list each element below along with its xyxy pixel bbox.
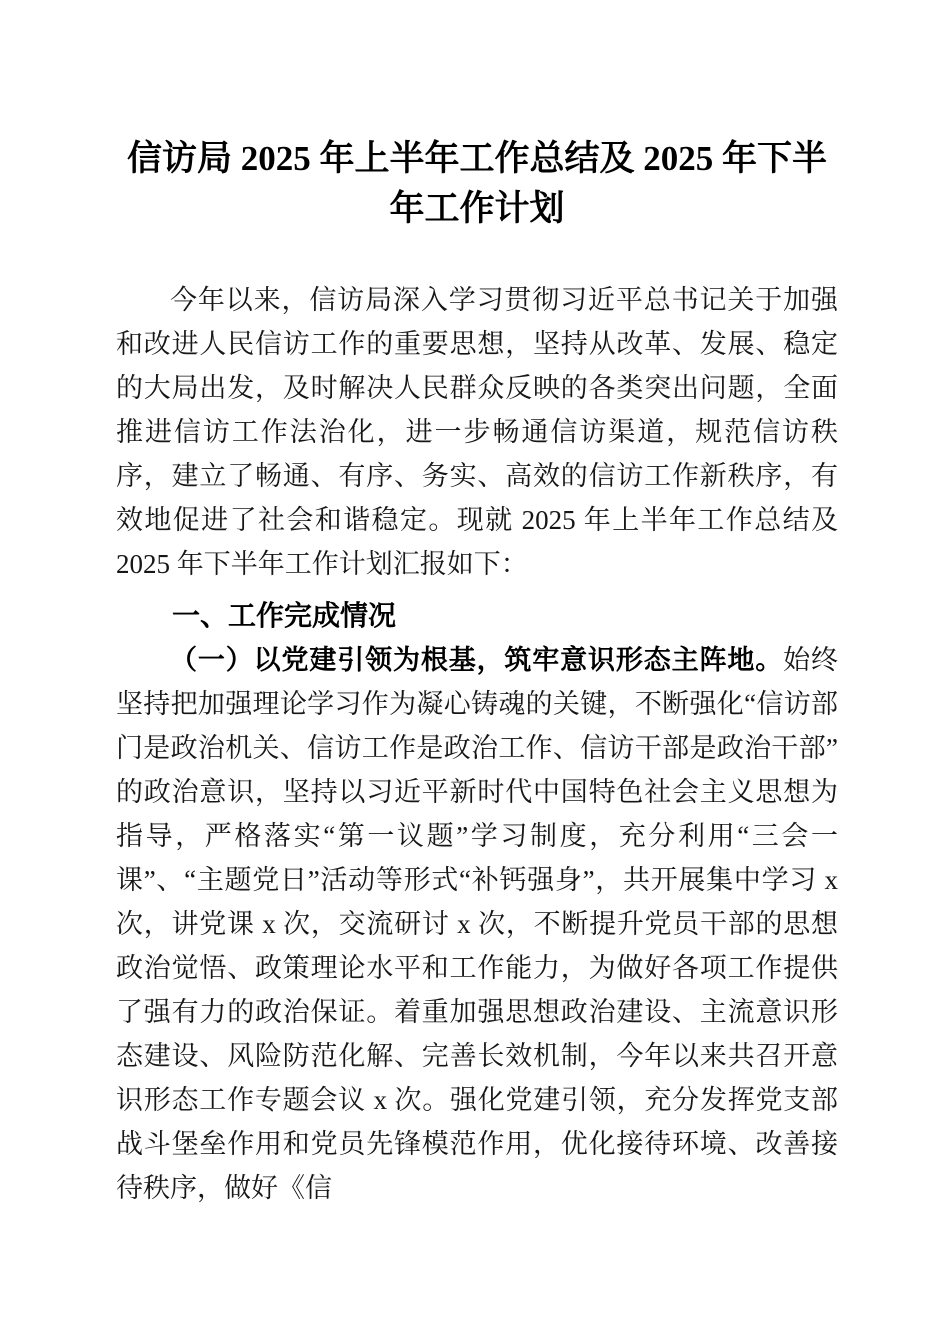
document-title: 信访局 2025 年上半年工作总结及 2025 年下半年工作计划: [126, 139, 827, 228]
paragraph-bold-lead: （一）以党建引领为根基，筑牢意识形态主阵地。: [170, 645, 784, 675]
body-paragraph: （一）以党建引领为根基，筑牢意识形态主阵地。始终坚持把加强理论学习作为凝心铸魂的关键，不断强化“信访部门是政治机关、信访工作是政治工作、信访干部是政治干部”的政治意识，坚持以习近平新时代中国特色社会主义思想为指导，严格落实“第一议题”学习制度，充分利用“三会一课”、“主题党日”活动等形式“补钙强身”，共开展集中学习 x 次，讲党课 x 次，交流研讨 x 次，不断提升党员干部的思想政治觉悟、政策理论水平和工作能力，为做好各项工作提供了强有力的政治保证。着重加强思想政治建设、主流意识形态建设、风险防范化解、完善长效机制，今年以来共召开意识形态工作专题会议 x 次。强化党建引领，充分发挥党支部战斗堡垒作用和党员先锋模范作用，优化接待环境、改善接待秩序，做好《信: [116, 645, 839, 1203]
body-paragraph: 今年以来，信访局深入学习贯彻习近平总书记关于加强和改进人民信访工作的重要思想，坚持从改革、发展、稳定的大局出发，及时解决人民群众反映的各类突出问题，全面推进信访工作法治化，进一步畅通信访渠道，规范信访秩序，建立了畅通、有序、务实、高效的信访工作新秩序，有效地促进了社会和谐稳定。现就 2025 年上半年工作总结及 2025 年下半年工作计划汇报如下：: [116, 285, 838, 579]
section-heading: 一、工作完成情况: [172, 600, 397, 631]
document-body: [116, 278, 838, 1210]
